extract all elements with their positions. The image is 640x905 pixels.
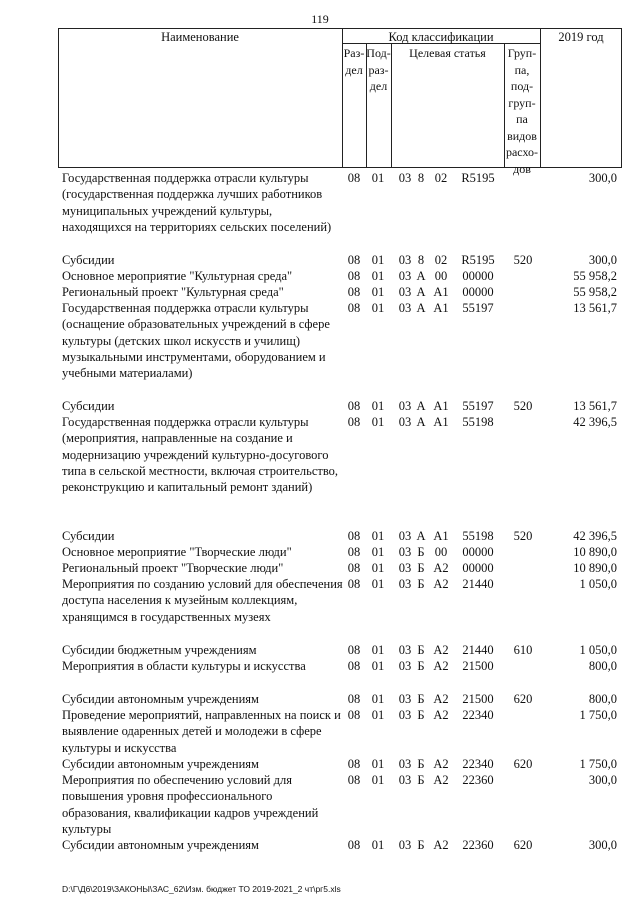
row-p4: 21500: [462, 659, 494, 673]
row-name: Субсидии бюджетным учреждениям: [62, 643, 257, 657]
row-sum: 300,0: [588, 171, 617, 185]
row-sum: 300,0: [588, 253, 617, 267]
header-target: Целевая статья: [409, 46, 486, 60]
row-name: Мероприятия по обеспечению условий для повышения уровня профессионального образования, квалификации кадров учреждений культуры: [62, 773, 319, 836]
row-sum: 42 396,5: [573, 529, 617, 543]
page-number: 119: [311, 12, 329, 26]
row-grp: 520: [513, 399, 533, 413]
row-p3: А1: [433, 301, 449, 315]
row-p4: 00000: [462, 545, 494, 559]
header-year: 2019 год: [558, 30, 604, 44]
row-p2: А: [416, 415, 426, 429]
row-grp: 620: [513, 757, 533, 771]
row-raz: 08: [347, 269, 361, 283]
row-p4: 22360: [462, 838, 494, 852]
row-p4: 22340: [462, 708, 494, 722]
row-p1: 03: [398, 253, 412, 267]
row-p2: Б: [417, 577, 425, 591]
row-grp: 520: [513, 529, 533, 543]
row-raz: 08: [347, 545, 361, 559]
row-name: Проведение мероприятий, направленных на поиск и выявление одаренных детей и молодежи в сфере культуры и искусства: [62, 708, 341, 755]
row-p1: 03: [398, 838, 412, 852]
row-p1: 03: [398, 708, 412, 722]
row-name: Субсидии: [62, 253, 115, 267]
row-p4: R5195: [461, 253, 495, 267]
table-header: [58, 28, 622, 176]
row-p2: Б: [417, 838, 425, 852]
row-sum: 1 050,0: [579, 577, 617, 591]
row-p3: А2: [433, 708, 449, 722]
row-name: Государственная поддержка отрасли культуры (оснащение образовательных учреждений в сфере культуры (детских школ искусств и училищ) музыкальными инструментами, оборудованием и учебными материалами): [62, 301, 330, 381]
header-code: Код классификации: [388, 30, 494, 44]
row-p2: Б: [417, 643, 425, 657]
header-name: Наименование: [161, 30, 239, 44]
row-name: Региональный проект "Культурная среда": [62, 285, 284, 299]
row-sum: 10 890,0: [573, 545, 617, 559]
row-pod: 01: [371, 692, 385, 706]
row-p3: А2: [433, 659, 449, 673]
row-sum: 1 050,0: [579, 643, 617, 657]
row-pod: 01: [371, 708, 385, 722]
row-p3: А1: [433, 399, 449, 413]
row-sum: 13 561,7: [573, 301, 617, 315]
row-p2: 8: [417, 171, 425, 185]
row-sum: 300,0: [588, 773, 617, 787]
row-pod: 01: [371, 545, 385, 559]
row-pod: 01: [371, 659, 385, 673]
row-pod: 01: [371, 561, 385, 575]
row-sum: 42 396,5: [573, 415, 617, 429]
row-pod: 01: [371, 838, 385, 852]
row-p2: А: [416, 529, 426, 543]
row-pod: 01: [371, 171, 385, 185]
row-raz: 08: [347, 659, 361, 673]
row-p1: 03: [398, 692, 412, 706]
row-name: Региональный проект "Творческие люди": [62, 561, 284, 575]
row-p4: 55198: [462, 415, 494, 429]
row-raz: 08: [347, 757, 361, 771]
row-name: Мероприятия по созданию условий для обеспечения доступа населения к музейным коллекциям, хранящимся в государственных музеях: [62, 577, 343, 624]
row-sum: 800,0: [588, 692, 617, 706]
row-p3: А2: [433, 838, 449, 852]
row-p3: А1: [433, 415, 449, 429]
row-p2: Б: [417, 708, 425, 722]
row-p3: А1: [433, 285, 449, 299]
row-p2: Б: [417, 659, 425, 673]
row-pod: 01: [371, 285, 385, 299]
file-path-footer: D:\Г\Д6\2019\ЗАКОНЫ\ЗАС_62\Изм. бюджет ТО 2019-2021_2 чт\рг5.xls: [62, 884, 341, 894]
row-pod: 01: [371, 529, 385, 543]
row-p2: Б: [417, 692, 425, 706]
row-p3: 02: [434, 253, 448, 267]
row-grp: 620: [513, 838, 533, 852]
row-raz: 08: [347, 838, 361, 852]
row-p4: R5195: [461, 171, 495, 185]
row-name: Субсидии: [62, 529, 115, 543]
row-p4: 00000: [462, 561, 494, 575]
row-p2: Б: [417, 545, 425, 559]
row-p1: 03: [398, 561, 412, 575]
row-raz: 08: [347, 561, 361, 575]
row-p2: А: [416, 269, 426, 283]
row-name: Государственная поддержка отрасли культуры (государственная поддержка лучших работников муниципальных учреждений культуры, находящихся на территориях сельских поселений): [62, 171, 332, 234]
row-grp: 620: [513, 692, 533, 706]
row-name: Субсидии автономным учреждениям: [62, 692, 259, 706]
row-p4: 00000: [462, 285, 494, 299]
row-p3: А1: [433, 529, 449, 543]
row-p1: 03: [398, 545, 412, 559]
row-p1: 03: [398, 171, 412, 185]
row-sum: 10 890,0: [573, 561, 617, 575]
row-name: Государственная поддержка отрасли культуры (мероприятия, направленные на создание и модернизацию учреждений культурно-досугового типа в сельской местности, включая строительство, реконструкцию и капитальный ремонт зданий): [62, 415, 339, 495]
row-p3: А2: [433, 757, 449, 771]
row-name: Субсидии автономным учреждениям: [62, 757, 259, 771]
row-pod: 01: [371, 643, 385, 657]
row-p4: 21440: [462, 577, 494, 591]
row-p3: 00: [434, 545, 448, 559]
row-sum: 300,0: [588, 838, 617, 852]
row-sum: 800,0: [588, 659, 617, 673]
row-pod: 01: [371, 577, 385, 591]
row-pod: 01: [371, 301, 385, 315]
row-p2: А: [416, 399, 426, 413]
row-raz: 08: [347, 773, 361, 787]
row-pod: 01: [371, 399, 385, 413]
row-sum: 1 750,0: [579, 708, 617, 722]
row-sum: 1 750,0: [579, 757, 617, 771]
row-name: Мероприятия в области культуры и искусства: [62, 659, 306, 673]
row-p2: Б: [417, 773, 425, 787]
row-p3: 02: [434, 171, 448, 185]
header-razdel: Раз- дел: [343, 46, 365, 77]
row-p1: 03: [398, 415, 412, 429]
row-p2: Б: [417, 757, 425, 771]
row-p1: 03: [398, 269, 412, 283]
row-p4: 21440: [462, 643, 494, 657]
row-raz: 08: [347, 708, 361, 722]
row-p4: 00000: [462, 269, 494, 283]
row-grp: 610: [513, 643, 533, 657]
row-name: Основное мероприятие "Культурная среда": [62, 269, 293, 283]
row-p2: А: [416, 301, 426, 315]
row-p1: 03: [398, 773, 412, 787]
row-p4: 55197: [462, 301, 494, 315]
row-p4: 21500: [462, 692, 494, 706]
row-raz: 08: [347, 577, 361, 591]
row-p2: Б: [417, 561, 425, 575]
row-pod: 01: [371, 773, 385, 787]
row-p3: А2: [433, 561, 449, 575]
row-p1: 03: [398, 301, 412, 315]
row-sum: 55 958,2: [573, 269, 617, 283]
row-pod: 01: [371, 415, 385, 429]
row-pod: 01: [371, 253, 385, 267]
row-raz: 08: [347, 692, 361, 706]
row-p4: 22340: [462, 757, 494, 771]
row-raz: 08: [347, 529, 361, 543]
row-name: Основное мероприятие "Творческие люди": [62, 545, 292, 559]
header-podrazdel: Под- раз- дел: [366, 46, 391, 93]
row-name: Субсидии автономным учреждениям: [62, 838, 259, 852]
row-p1: 03: [398, 529, 412, 543]
row-p4: 55197: [462, 399, 494, 413]
row-grp: 520: [513, 253, 533, 267]
row-raz: 08: [347, 171, 361, 185]
row-sum: 13 561,7: [573, 399, 617, 413]
row-name: Субсидии: [62, 399, 115, 413]
row-p3: 00: [434, 269, 448, 283]
row-p1: 03: [398, 757, 412, 771]
row-raz: 08: [347, 285, 361, 299]
row-p1: 03: [398, 577, 412, 591]
row-raz: 08: [347, 253, 361, 267]
row-raz: 08: [347, 415, 361, 429]
row-p4: 55198: [462, 529, 494, 543]
row-pod: 01: [371, 269, 385, 283]
row-p1: 03: [398, 285, 412, 299]
header-group: Груп- па, под- груп- па видов расхо- дов: [505, 46, 539, 176]
row-raz: 08: [347, 643, 361, 657]
row-sum: 55 958,2: [573, 285, 617, 299]
row-p1: 03: [398, 659, 412, 673]
row-pod: 01: [371, 757, 385, 771]
row-p3: А2: [433, 773, 449, 787]
row-p2: А: [416, 285, 426, 299]
row-p2: 8: [417, 253, 425, 267]
row-p3: А2: [433, 692, 449, 706]
row-p3: А2: [433, 577, 449, 591]
row-p1: 03: [398, 399, 412, 413]
row-raz: 08: [347, 301, 361, 315]
row-p4: 22360: [462, 773, 494, 787]
row-raz: 08: [347, 399, 361, 413]
row-p1: 03: [398, 643, 412, 657]
row-p3: А2: [433, 643, 449, 657]
